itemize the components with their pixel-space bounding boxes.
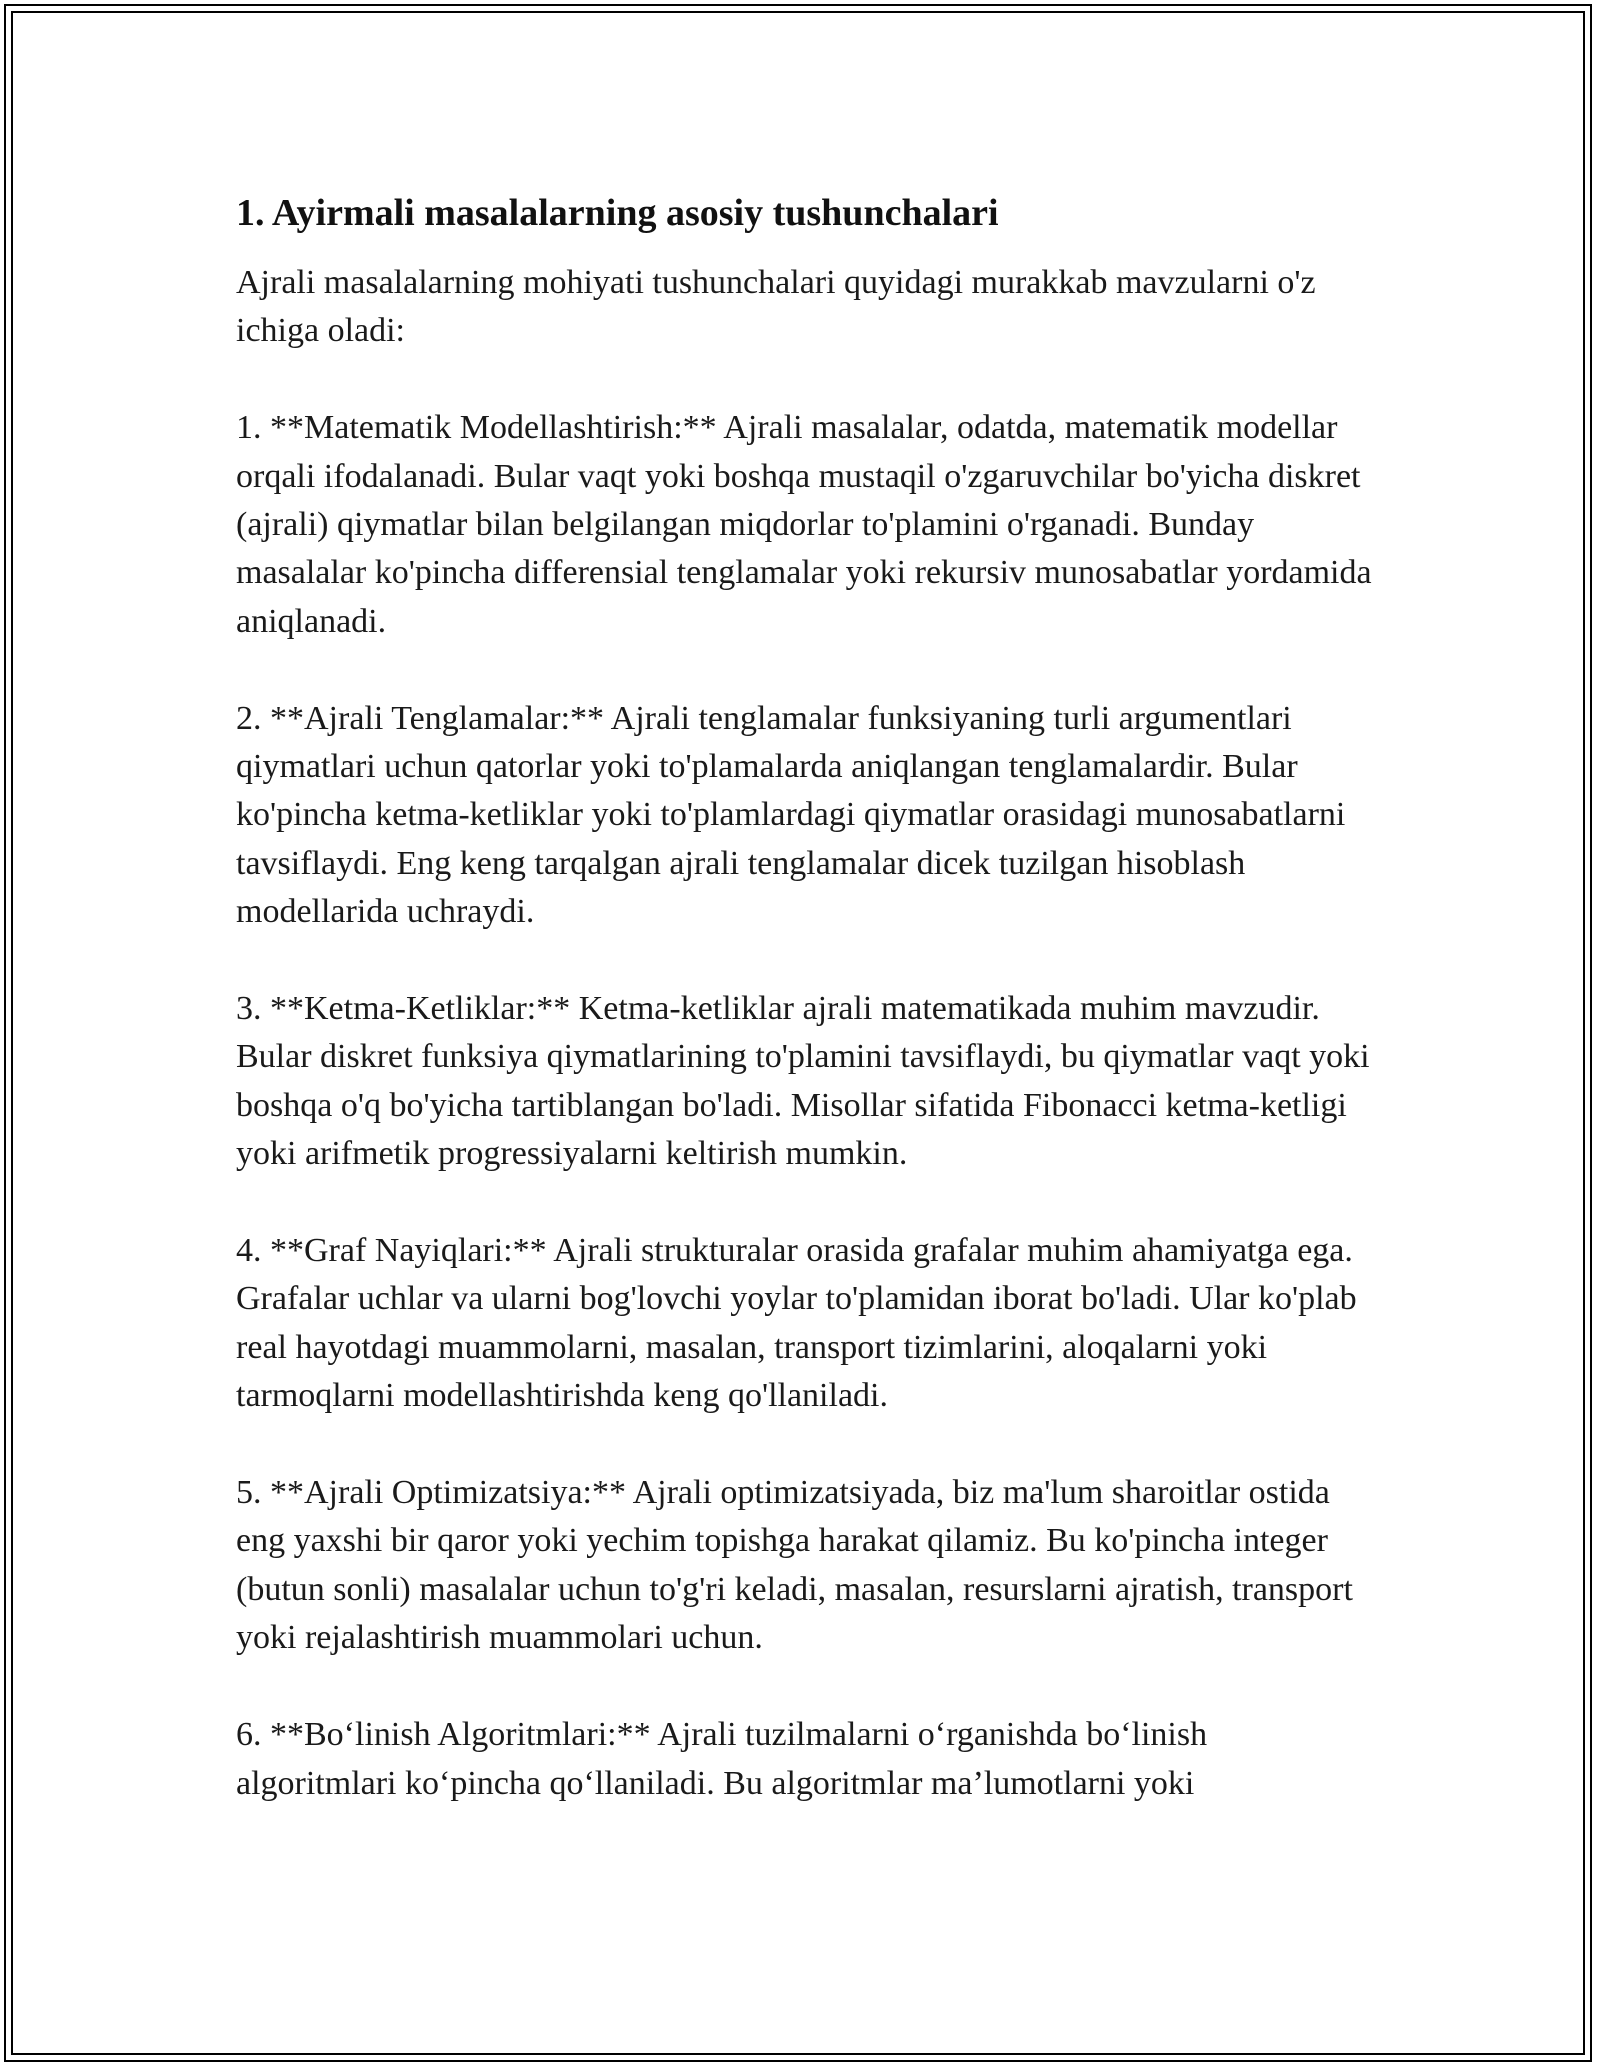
document-body bbox=[236, 185, 1376, 1856]
intro-paragraph: Ajrali masalalarning mohiyati tushunchalari quyidagi murakkab mavzularni o'z ichiga oladi: bbox=[236, 264, 1316, 350]
list-item-5: 5. **Ajrali Optimizatsiya:** Ajrali optimizatsiyada, biz ma'lum sharoitlar ostida eng yaxshi bir qaror yoki yechim topishga harakat qilamiz. Bu ko'pincha integer (butun sonli) masalalar uchun to'g'ri keladi, masalan, resurslarni ajratish, transport yoki rejalashtirish muammolari uchun. bbox=[236, 1474, 1353, 1657]
list-item-6: 6. **Bo‘linish Algoritmlari:** Ajrali tuzilmalarni o‘rganishda bo‘linish algoritmlari ko‘pincha qo‘llaniladi. Bu algoritmlar ma’lumotlarni yoki bbox=[236, 1716, 1208, 1802]
section-heading: 1. Ayirmali masalalarning asosiy tushunchalari bbox=[236, 192, 999, 234]
list-item-4: 4. **Graf Nayiqlari:** Ajrali strukturalar orasida grafalar muhim ahamiyatga ega. Grafalar uchlar va ularni bog'lovchi yoylar to'plamidan iborat bo'ladi. Ular ko'plab real hayotdagi muammolarni, masalan, transport tizimlarini, aloqalarni yoki tarmoqlarni modellashtirishda keng qo'llaniladi. bbox=[236, 1232, 1357, 1415]
list-item-2: 2. **Ajrali Tenglamalar:** Ajrali tenglamalar funksiyaning turli argumentlari qiymatlari uchun qatorlar yoki to'plamalarda aniqlangan tenglamalardir. Bular ko'pincha ketma-ketliklar yoki to'plamlardagi qiymatlar orasidagi munosabatlarni tavsiflaydi. Eng keng tarqalgan ajrali tenglamalar dicek tuzilgan hisoblash modellarida uchraydi. bbox=[236, 699, 1346, 931]
list-item-3: 3. **Ketma-Ketliklar:** Ketma-ketliklar ajrali matematikada muhim mavzudir. Bular diskret funksiya qiymatlarining to'plamini tavsiflaydi, bu qiymatlar vaqt yoki boshqa o'q bo'yicha tartiblangan bo'ladi. Misollar sifatida Fibonacci ketma-ketligi yoki arifmetik progressiyalarni keltirish mumkin. bbox=[236, 990, 1370, 1173]
list-item-1: 1. **Matematik Modellashtirish:** Ajrali masalalar, odatda, matematik modellar orqali ifodalanadi. Bular vaqt yoki boshqa mustaqil o'zgaruvchilar bo'yicha diskret (ajrali) qiymatlar bilan belgilangan miqdorlar to'plamini o'rganadi. Bunday masalalar ko'pincha differensial tenglamalar yoki rekursiv munosabatlar yordamida aniqlanadi. bbox=[236, 409, 1372, 640]
